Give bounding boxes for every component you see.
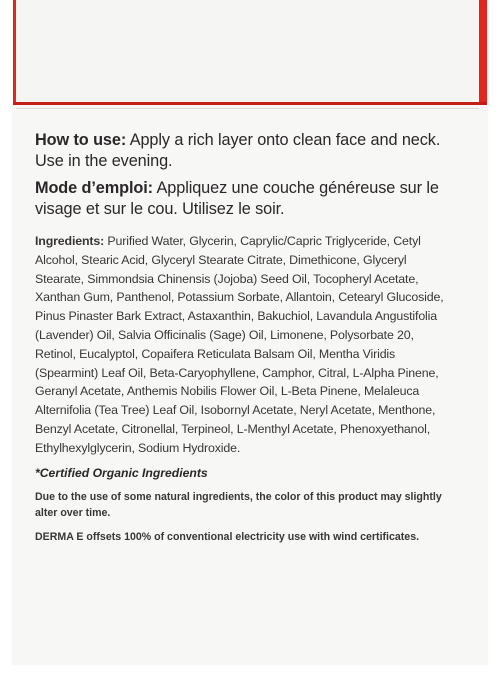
box-print-text [35,130,455,544]
ingredients-heading: Ingredients: [35,234,105,248]
mode-emploi-paragraph [35,178,455,220]
wind-offset-note: DERMA E offsets 100% of conventional electricity use with wind certificates. [35,530,420,543]
mode-emploi-heading: Mode d’emploi: [35,179,153,197]
how-to-use-paragraph [35,130,455,172]
color-variation-note: Due to the use of some natural ingredients, the color of this product may slightly alter over time. [35,490,442,519]
how-to-use-heading: How to use: [35,131,127,149]
lid-edge [13,102,487,105]
ingredients-paragraph [35,232,455,458]
ingredients-list: Purified Water, Glycerin, Caprylic/Capric Triglyceride, Cetyl Alcohol, Stearic Acid, Glyceryl Stearate Citrate, Dimethicone, Glyceryl Stearate, Simmondsia Chinensis (Jojoba) Seed Oil, Tocopheryl Acetate, Xanthan Gum, Panthenol, Potassium Sorbate, Allantoin, Cetearyl Glucoside, Pinus Pinaster Bark Extract, Astaxanthin, Bakuchiol, Lavandula Angustifolia (Lavender) Oil, Salvia Officinalis (Sage) Oil, Limonene, Polysorbate 20, Retinol, Eucalyptol, Copaifera Reticulata Balsam Oil, Mentha Viridis (Spearmint) Leaf Oil, Beta-Caryophyllene, Camphor, Citral, L-Alpha Pinene, Geranyl Acetate, Anthemis Nobilis Flower Oil, L-Beta Pinene, Melaleuca Alternifolia (Tea Tree) Leaf Oil, Isobornyl Acetate, Neryl Acetate, Menthone, Benzyl Acetate, Citronellal, Terpineol, L-Menthyl Acetate, Phenoxyethanol, Ethylhexylglycerin, Sodium Hydroxide. [35,234,444,455]
certified-organic-note: *Certified Organic Ingredients [35,465,208,480]
how-to-use-text: Apply a rich layer onto clean face and neck. Use in the evening. [35,131,441,170]
mode-emploi-text: Appliquez une couche généreuse sur le visage et sur le cou. Utilisez le soir. [35,179,439,218]
top-panel [16,0,479,109]
